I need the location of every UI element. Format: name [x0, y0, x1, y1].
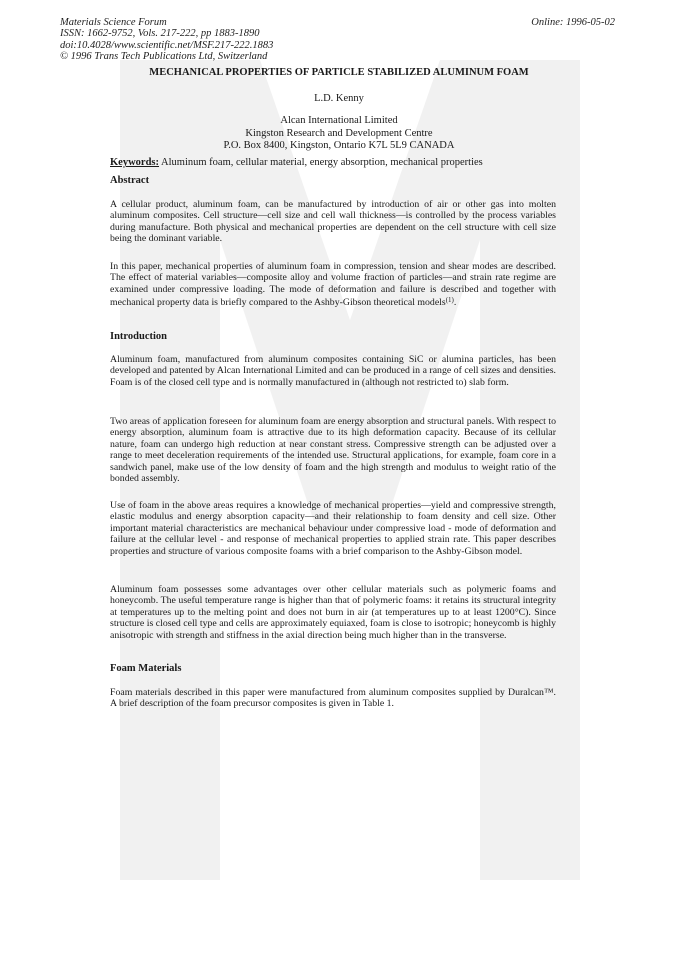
citation-ref: (1) — [445, 296, 454, 305]
keywords-label: Keywords: — [110, 157, 159, 168]
foam-materials-paragraph-1: Foam materials described in this paper were manufactured from aluminum composites supplied by Duralcan™. A brief description of the foam precursor composites is given in Table 1. — [110, 687, 556, 710]
online-date: Online: 1996-05-02 — [531, 17, 615, 28]
abstract-paragraph-2 — [110, 261, 556, 309]
keywords-text: Aluminum foam, cellular material, energy absorption, mechanical properties — [159, 157, 483, 168]
introduction-paragraph-2: Two areas of application foreseen for aluminum foam are energy absorption and structural panels. With respect to energy absorption, aluminum foam is attractive due to its high deformation capacity. Because of its cellular nature, foam can undergo high reduction at near constant stress. Compressive strength can be adjusted over a range to meet deceleration requirements of the intended use. Structural applications, for example, foam core in a sandwich panel, make use of the low density of foam and the high strength and modulus to weight ratio of the bonded assembly. — [110, 416, 556, 485]
journal-header — [60, 17, 273, 62]
affiliation-org: Alcan International Limited — [280, 115, 398, 126]
journal-name: Materials Science Forum — [60, 17, 167, 28]
affiliation-address: P.O. Box 8400, Kingston, Ontario K7L 5L9 CANADA — [223, 140, 455, 151]
introduction-heading: Introduction — [110, 331, 167, 342]
abstract-heading: Abstract — [110, 175, 150, 186]
copyright-line: © 1996 Trans Tech Publications Ltd, Switzerland — [60, 50, 268, 62]
abstract-paragraph-2-end: . — [453, 297, 457, 309]
paper-title: MECHANICAL PROPERTIES OF PARTICLE STABILIZED ALUMINUM FOAM — [149, 67, 529, 78]
author-name: L.D. Kenny — [314, 93, 364, 104]
introduction-paragraph-1: Aluminum foam, manufactured from aluminum composites containing SiC or alumina particles, has been developed and patented by Alcan International Limited and can be produced in a range of cell sizes and densities. Foam is of the closed cell type and is normally manufactured in (although not restricted to) slab form. — [110, 354, 556, 388]
keywords-line — [110, 157, 483, 168]
affiliation-centre: Kingston Research and Development Centre — [245, 127, 433, 139]
issn-line: ISSN: 1662-9752, Vols. 217-222, pp 1883-1890 — [60, 28, 260, 40]
introduction-paragraph-4: Aluminum foam possesses some advantages over other cellular materials such as polymeric foams and honeycomb. The useful temperature range is higher than that of polymeric foams: it retains its structural integrity at temperatures up to the melting point and does not burn in air (at temperatures up to at least 1200°C). Since structure is closed cell type and cells are approximately equiaxed, foam is close to isotropic; honeycomb is highly anisotropic with strength and stiffness in the axial direction being much higher than in the transverse. — [110, 584, 556, 641]
foam-materials-heading: Foam Materials — [110, 663, 182, 674]
doi-line[interactable]: doi:10.4028/www.scientific.net/MSF.217-222.1883 — [60, 39, 274, 51]
introduction-paragraph-3: Use of foam in the above areas requires a knowledge of mechanical properties—yield and compressive strength, elastic modulus and energy absorption capacity—and their relationship to foam density and cell size. Other important material characteristics are mechanical behaviour under compressive load - mode of deformation and failure at the cellular level - and response of mechanical properties to applied strain rate. This paper describes properties and structure of various composite foams with a brief comparison to the Ashby-Gibson model. — [110, 500, 556, 557]
abstract-paragraph-1: A cellular product, aluminum foam, can be manufactured by introduction of air or other gas into molten aluminum composites. Cell structure—cell size and cell wall thickness—is controlled by the process variables during manufacture. Both physical and mechanical properties are dependent on the cell structure with cell size being the dominant variable. — [110, 199, 556, 245]
abstract-paragraph-2-text: In this paper, mechanical properties of aluminum foam in compression, tension and shear modes are described. The effect of material variables—composite alloy and volume fraction of particles—and strain rate regime are examined under compressive loading. The mode of deformation and failure is described and together with mechanical property data is briefly compared to the Ashby-Gibson theoretical models — [110, 261, 556, 309]
affiliation-block — [0, 115, 678, 153]
